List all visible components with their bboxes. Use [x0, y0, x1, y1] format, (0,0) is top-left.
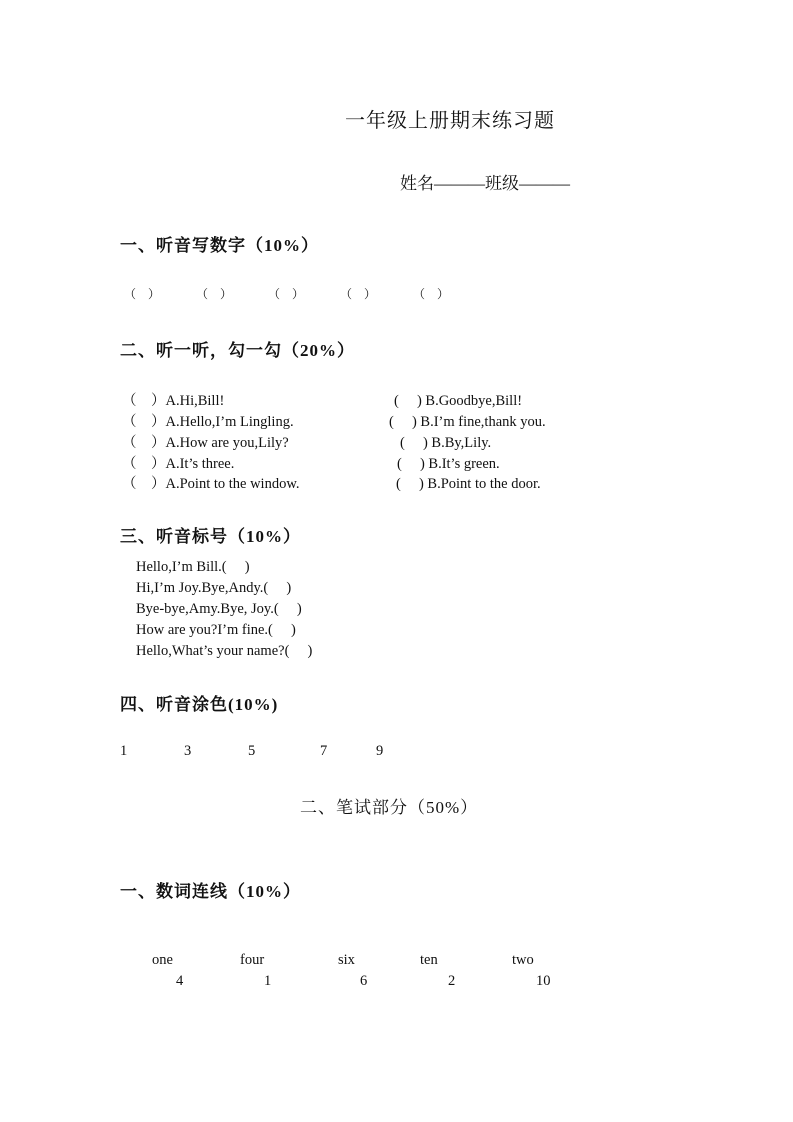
number-digit-2: 1: [264, 973, 272, 989]
number-word-5: two: [512, 952, 534, 968]
dialogue-line-3: Bye-bye,Amy.Bye, Joy.( ): [136, 601, 302, 617]
color-number-3: 5: [248, 743, 256, 759]
section1-heading: 一、听音写数字（10%）: [120, 236, 319, 255]
option-a-3: （ ）A.How are you,Lily?: [122, 435, 289, 451]
color-number-1: 1: [120, 743, 128, 759]
option-b-4: ( ) B.It’s green.: [397, 456, 500, 472]
section3-heading: 三、听音标号（10%）: [120, 527, 301, 546]
number-word-1: one: [152, 952, 173, 968]
page-title: 一年级上册期末练习题: [345, 110, 555, 132]
option-b-5: ( ) B.Point to the door.: [396, 476, 541, 492]
section5-heading: 一、数词连线（10%）: [120, 882, 301, 901]
option-a-5: （ ）A.Point to the window.: [122, 476, 300, 492]
color-number-2: 3: [184, 743, 192, 759]
blank-5: （ ）: [413, 287, 450, 301]
number-digit-5: 10: [536, 973, 551, 989]
option-b-1: ( ) B.Goodbye,Bill!: [394, 393, 523, 409]
written-part-heading: 二、笔试部分（50%）: [300, 798, 479, 817]
number-word-2: four: [240, 952, 265, 968]
blank-4: （ ）: [340, 287, 377, 301]
blank-1: （ ）: [124, 287, 161, 301]
number-word-3: six: [338, 952, 355, 968]
option-b-3: ( ) B.By,Lily.: [400, 435, 492, 451]
section4-heading: 四、听音涂色(10%): [120, 695, 279, 714]
option-a-1: （ ）A.Hi,Bill!: [122, 393, 225, 409]
number-digit-4: 2: [448, 973, 456, 989]
dialogue-line-5: Hello,What’s your name?( ): [136, 643, 313, 659]
color-number-5: 9: [376, 743, 384, 759]
dialogue-line-1: Hello,I’m Bill.( ): [136, 559, 250, 575]
number-digit-1: 4: [176, 973, 184, 989]
dialogue-line-2: Hi,I’m Joy.Bye,Andy.( ): [136, 580, 292, 596]
color-number-4: 7: [320, 743, 328, 759]
blank-2: （ ）: [196, 287, 233, 301]
blank-3: （ ）: [268, 287, 305, 301]
option-b-2: ( ) B.I’m fine,thank you.: [389, 414, 546, 430]
option-a-2: （ ）A.Hello,I’m Lingling.: [122, 414, 294, 430]
name-class-fields: 姓名———班级———: [400, 174, 570, 193]
section2-heading: 二、听一听，勾一勾（20%）: [120, 341, 355, 360]
dialogue-line-4: How are you?I’m fine.( ): [136, 622, 296, 638]
number-digit-3: 6: [360, 973, 368, 989]
option-a-4: （ ）A.It’s three.: [122, 456, 235, 472]
number-word-4: ten: [420, 952, 438, 968]
